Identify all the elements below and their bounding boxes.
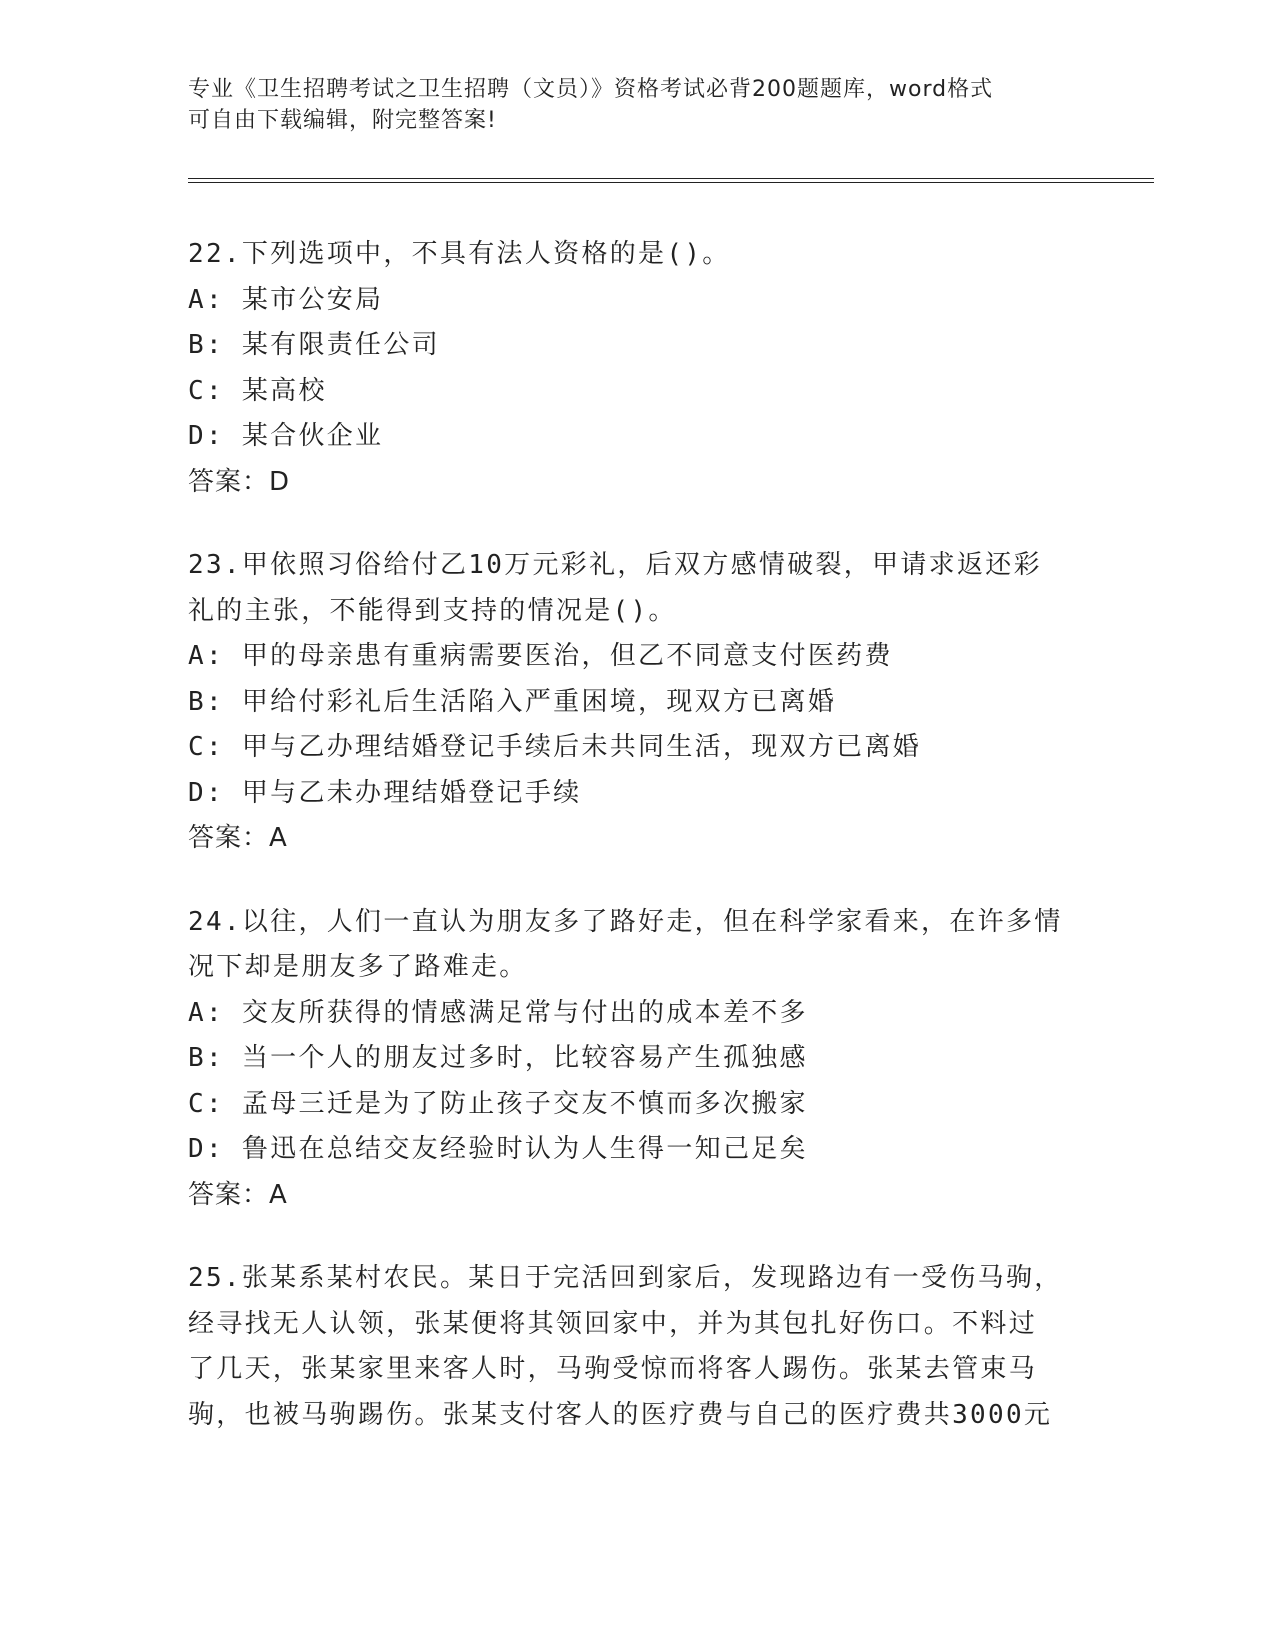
question-22: [188, 232, 1088, 505]
question-23: [188, 543, 1088, 862]
header-line-2: 可自由下载编辑，附完整答案!: [188, 108, 497, 133]
option-d: D: 某合伙企业: [188, 421, 384, 451]
option-d: D: 鲁迅在总结交友经验时认为人生得一知己足矣: [188, 1134, 808, 1164]
option-d: D: 甲与乙未办理结婚登记手续: [188, 777, 582, 808]
answer-line: 答案：A: [188, 1179, 288, 1210]
option-b: B: 某有限责任公司: [188, 330, 440, 360]
option-c: C: 某高校: [188, 375, 327, 406]
question-list: [188, 232, 1088, 1476]
question-text: 驹，也被马驹踢伤。张某支付客人的医疗费与自己的医疗费共3000元: [188, 1399, 1053, 1430]
answer-line: 答案：A: [188, 823, 288, 853]
question-25: [188, 1256, 1088, 1438]
question-text: 22.下列选项中，不具有法人资格的是()。: [188, 239, 731, 269]
option-b: B: 当一个人的朋友过多时，比较容易产生孤独感: [188, 1043, 808, 1073]
question-text: 了几天，张某家里来客人时，马驹受惊而将客人踢伤。张某去管束马: [188, 1354, 1038, 1384]
option-a: A: 交友所获得的情感满足常与付出的成本差不多: [188, 997, 808, 1028]
answer-line: 答案：D: [188, 466, 291, 497]
document-header: [188, 74, 1068, 136]
question-text: 25.张某系某村农民。某日于完活回到家后，发现路边有一受伤马驹，: [188, 1263, 1063, 1293]
option-c: C: 甲与乙办理结婚登记手续后未共同生活，现双方已离婚: [188, 732, 922, 762]
option-b: B: 甲给付彩礼后生活陷入严重困境，现双方已离婚: [188, 686, 837, 717]
option-a: A: 甲的母亲患有重病需要医治，但乙不同意支付医药费: [188, 641, 893, 671]
header-line-1: 专业《卫生招聘考试之卫生招聘（文员）》资格考试必背200题题库，word格式: [188, 77, 994, 102]
header-divider: [188, 178, 1154, 183]
question-text: 23.甲依照习俗给付乙10万元彩礼，后双方感情破裂，甲请求返还彩: [188, 550, 1042, 580]
question-24: [188, 900, 1088, 1219]
question-text: 24.以往，人们一直认为朋友多了路好走，但在科学家看来，在许多情: [188, 906, 1063, 937]
question-text: 礼的主张，不能得到支持的情况是()。: [188, 595, 677, 626]
question-text: 经寻找无人认领，张某便将其领回家中，并为其包扎好伤口。不料过: [188, 1308, 1038, 1339]
option-a: A: 某市公安局: [188, 284, 384, 315]
option-c: C: 孟母三迁是为了防止孩子交友不慎而多次搬家: [188, 1088, 808, 1119]
question-text: 况下却是朋友多了路难走。: [188, 952, 528, 982]
